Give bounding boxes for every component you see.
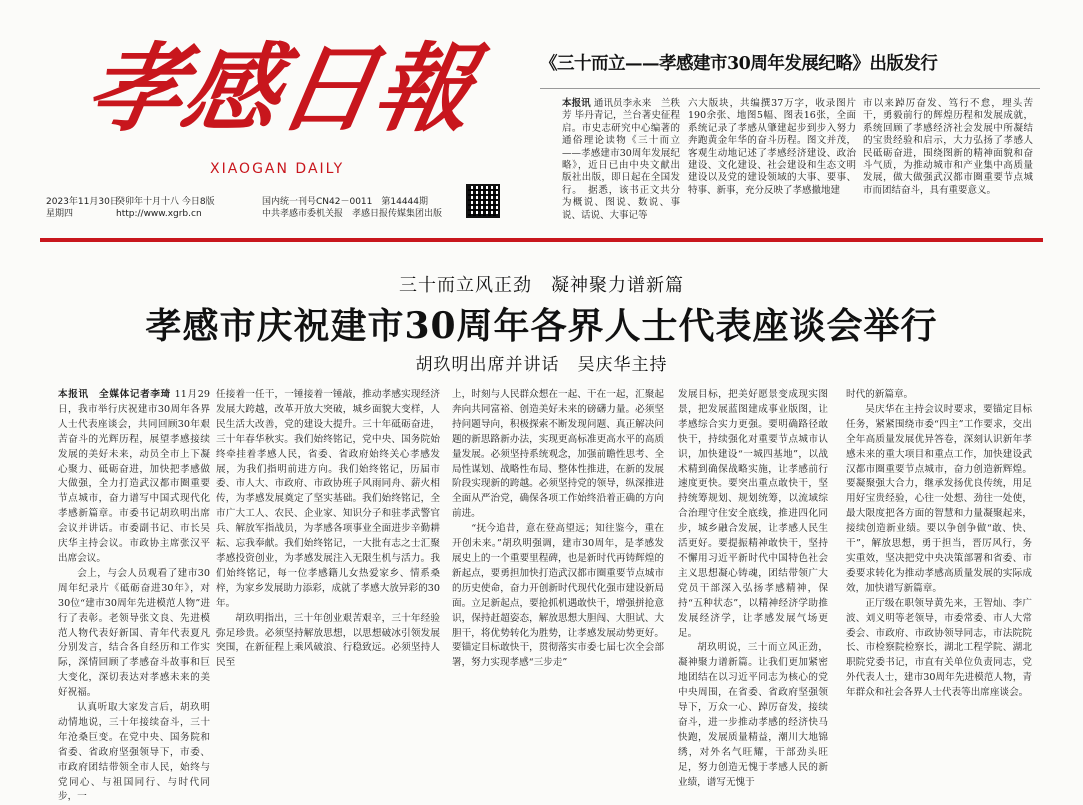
masthead-char-1: 孝 [78, 32, 191, 145]
article-paragraph: 吴庆华在主持会议时要求，要锚定目标任务，紧紧围绕市委“四主”工作要求，交出全年高质量发展优异答卷，深刻认识新年孝感未来的重大项目和重点工作，加快建设武汉都市圈重要节点城市，奋力创造新辉煌。要凝聚强大合力，继承发扬优良传统，用足用好宝贵经验，心往一处想、劲往一处使，最大限度把各方面的智慧和力量凝聚起来，接续创造新业绩。要以争创争做“敢、快、干”，解放思想，勇于担当，晋厉风行，务实重效，坚决把党中央决策部署和省委、市委要求转化为推动孝感高质量发展的实际成效，加快谱写新篇章。 [846, 403, 1032, 594]
article-paragraph: 本报讯 全媒体记者李琦 11月29日，我市举行庆祝建市30周年各界人士代表座谈会，共同回顾30年艰苦奋斗的光辉历程，展望孝感接续发展的美好未来，动员全市上下凝心聚力、砥砺奋进，加快把孝感做大做强，全力打造武汉都市圈重要节点城市，奋力谱写中国式现代化孝感新篇章。市委书记胡玖明出席会议并讲话。市委副书记、市长吴庆华主持会议。市政协主席张汉平出席会议。 [58, 389, 211, 564]
main-headline[interactable]: 孝感市庆祝建市30周年各界人士代表座谈会举行 [145, 305, 938, 347]
issue-date: 2023年11月30日 [46, 197, 119, 207]
teaser-byline: 本报讯 [562, 98, 591, 109]
teaser-col-1 [562, 98, 680, 230]
lunar-block [116, 196, 215, 220]
publication-info [262, 196, 442, 220]
issue-weekday: 星期四 [46, 209, 74, 219]
issue-date-block [46, 196, 119, 220]
qr-code-icon [466, 184, 500, 218]
article-paragraph: 胡玖明指出，三十年创业艰苦艰辛，三十年经验弥足珍贵。必须坚持解放思想，以思想破冰引领发展突围，在新征程上乘风破浪、行稳致远。必须坚持人民至 [216, 612, 440, 669]
article-paragraph: 胡玖明说，三十而立风正劲，凝神聚力谱新篇。让我们更加紧密地团结在以习近平同志为核心的党中央周围，在省委、省政府坚强领导下，万众一心、踔厉奋发，接续奋斗，进一步推动孝感的经济快马快跑，发展质量精益，潮川大地锦绣，对外名气旺耀，干部劲头旺足，努力创造无愧于孝感人民的新业绩，谱写无愧于 [678, 642, 828, 788]
teaser-headline[interactable]: 《三十而立——孝感建市30周年发展纪略》出版发行 [540, 54, 938, 74]
teaser-text-1: 通讯员李永来 兰秩芳 毕丹青记，兰台著史征程启。市史志研究中心编著的通俗理论读物《三十而立——孝感建市30周年发展纪略》，近日已由中央文献出版社出版，即日起在全国发行。 据悉，该书正文共分为概说、图说、数说、事说、话说、大事记等 [562, 98, 680, 221]
article-paragraph: 会上，与会人员观看了建市30周年纪录片《砥砺奋进30年》，对30位“建市30周年先进模范人物”进行了表彰。老领导张文良、先进模范人物代表好新国、青年代表夏凡分别发言，结合各自经历和工作实际，深情回顾了孝感奋斗故事和巨大变化，深切表达对孝感未来的美好祝福。 [58, 567, 210, 699]
masthead-char-3: 日 [270, 32, 383, 145]
sponsor-line: 中共孝感市委机关报 孝感日报传媒集团出版 [262, 209, 443, 219]
masthead-divider [40, 238, 1043, 242]
lunar-date: 癸卯年十月十八 今日8版 [116, 197, 215, 207]
masthead-char-4: 報 [366, 32, 479, 145]
article-paragraph: 任接着一任干，一锤接着一锤敲，推动孝感实现经济发展大跨越，改革开放大突破，城乡面貌大变样，人民生活大改善，党的建设大提升。三十年砥砺奋进，三十年春华秋实。我们始终铭记，党中央、国务院始终牵挂着孝感人民，省委、省政府始终关心孝感发展，为我们指明前进方向。我们始终铭记，历届市委、市人大、市政府、市政协班子风雨同舟、薪火相传，为孝感发展奠定了坚实基础。我们始终铭记，全市广大工人、农民、企业家、知识分子和驻孝武警官兵、解放军指战员，为孝感各项事业全面进步辛勤耕耘、忘我奉献。我们始终铭记，一大批有志之士汇聚孝感投资创业，为孝感发展注入无限生机与活力。我们始终铭记，每一位孝感籍儿女热爱家乡、情系桑梓，为家乡发展助力添彩，成就了孝感大放异彩的30年。 [216, 389, 440, 609]
article-paragraph: 认真听取大家发言后，胡玖明动情地说，三十年接续奋斗，三十年沧桑巨变。在党中央、国务院和省委、省政府坚强领导下，市委、市政府团结带领全市人民，始终与党同心、与祖国同行、与时代同步，一 [58, 702, 210, 803]
website-link[interactable]: http://www.xgrb.cn [116, 209, 202, 219]
article-col-3 [452, 388, 664, 698]
article-paragraph: 上，时刻与人民群众想在一起、干在一起，汇聚起奔向共同富裕、创造美好未来的磅礴力量。必须坚持问题导向，积极探索不断发现问题、真正解决问题的新思路新办法，实现更高标准更高水平的高质量发展。必须坚持系统观念，加强前瞻性思考、全局性谋划、战略性布局、整体性推进，在新的发展阶段实现新的跨越。必须坚持党的领导，纵深推进全面从严治党，确保各项工作始终沿着正确的方向前进。 [452, 389, 664, 520]
masthead-logo [78, 32, 479, 145]
headline-subtitle: 胡玖明出席并讲话 吴庆华主持 [415, 355, 668, 375]
article-col-2 [216, 388, 440, 698]
masthead-char-2: 感 [174, 32, 287, 145]
article-col-5 [846, 388, 1032, 698]
article-col-4 [678, 388, 828, 788]
teaser-col-3: 市以来踔厉奋发、笃行不怠，埋头苦干，勇毅前行的辉煌历程和发展成就，系统回顾了孝感经济社会发展中所凝结的宝贵经验和启示，大力弘扬了孝感人民砥砺奋进，围绕图新的精神面貌和奋斗气质，为推动城市和产业集中高质量发展，做大做强武汉都市圈重要节点城市而团结奋斗，具有重要意义。 [863, 98, 1033, 196]
article-paragraph: “抚今追昔，意在登高望远；知往鉴今，重在开创未来。”胡玖明强调，建市30周年，是孝感发展史上的一个重要里程碑，也是新时代再铸辉煌的新起点，要勇担加快打造武汉都市圈重要节点城市的历史使命，奋力开创新时代现代化强市建设新局面。立足新起点，要抢抓机遇敢快干，增强拼抢意识，保持赶超姿态，解放思想大胆闯、大胆试、大胆干，将优势转化为胜势，让孝感发展动势更好。要锚定目标敢快干，贯彻落实市委七届七次全会部署，努力实现孝感“三步走” [452, 523, 664, 669]
article-paragraph: 时代的新篇章。 [846, 389, 914, 400]
issn-line: 国内统一刊号CN42－0011 第14444期 [262, 197, 429, 207]
article-col-1 [58, 388, 211, 803]
teaser-divider [540, 88, 1040, 89]
headline-kicker: 三十而立风正劲 凝神聚力谱新篇 [399, 275, 684, 296]
teaser-col-2: 六大版块，共编撰37万字，收录图片190余张、地图5幅、图表16张，全面系统记录了孝感从肇建起步到步入努力奔跑黄金年华的奋斗历程。图文并茂，客观生动地记述了孝感经济建设、政治建设、文化建设、社会建设和生态文明建设以及党的建设领域的大事、要事、特事、新事，充分反映了孝感撤地建 [688, 98, 856, 196]
article-paragraph: 正厅级在职领导黄先来，王智灿、李广波、刘义明等老领导，市委常委、市人大常委会、市政府、市政协领导同志，市法院院长、市检察院检察长，湖北工程学院、湖北职院党委书记，市直有关单位负责同志，党外代表人士，建市30周年先进模范人物，青年群众和社会各界人士代表等出席座谈会。 [846, 597, 1032, 699]
article-paragraph: 发展目标，把美好愿景变成现实图景，把发展蓝图建成事业版图，让孝感综合实力更强。要明确路径敢快干，持续强化对重要节点城市认识，加快建设“一城四基地”，以战术精到确保战略实施，让孝感前行速度更快。要突出重点敢快干，坚持统筹规划、规划统筹，以流域综合治理守住安全底线，推进四化同步，城乡融合发展，让孝感人民生活更好。要提振精神敢快干，坚持不懈用习近平新时代中国特色社会主义思想凝心铸魂，团结带领广大党员干部深入弘扬孝感精神，保持“五种状态”，以精神经济学助推发展经济学，让孝感发展气场更足。 [678, 389, 828, 639]
masthead-english: XIAOGAN DAILY [210, 161, 345, 177]
article-byline: 本报讯 全媒体记者李琦 [58, 389, 171, 400]
